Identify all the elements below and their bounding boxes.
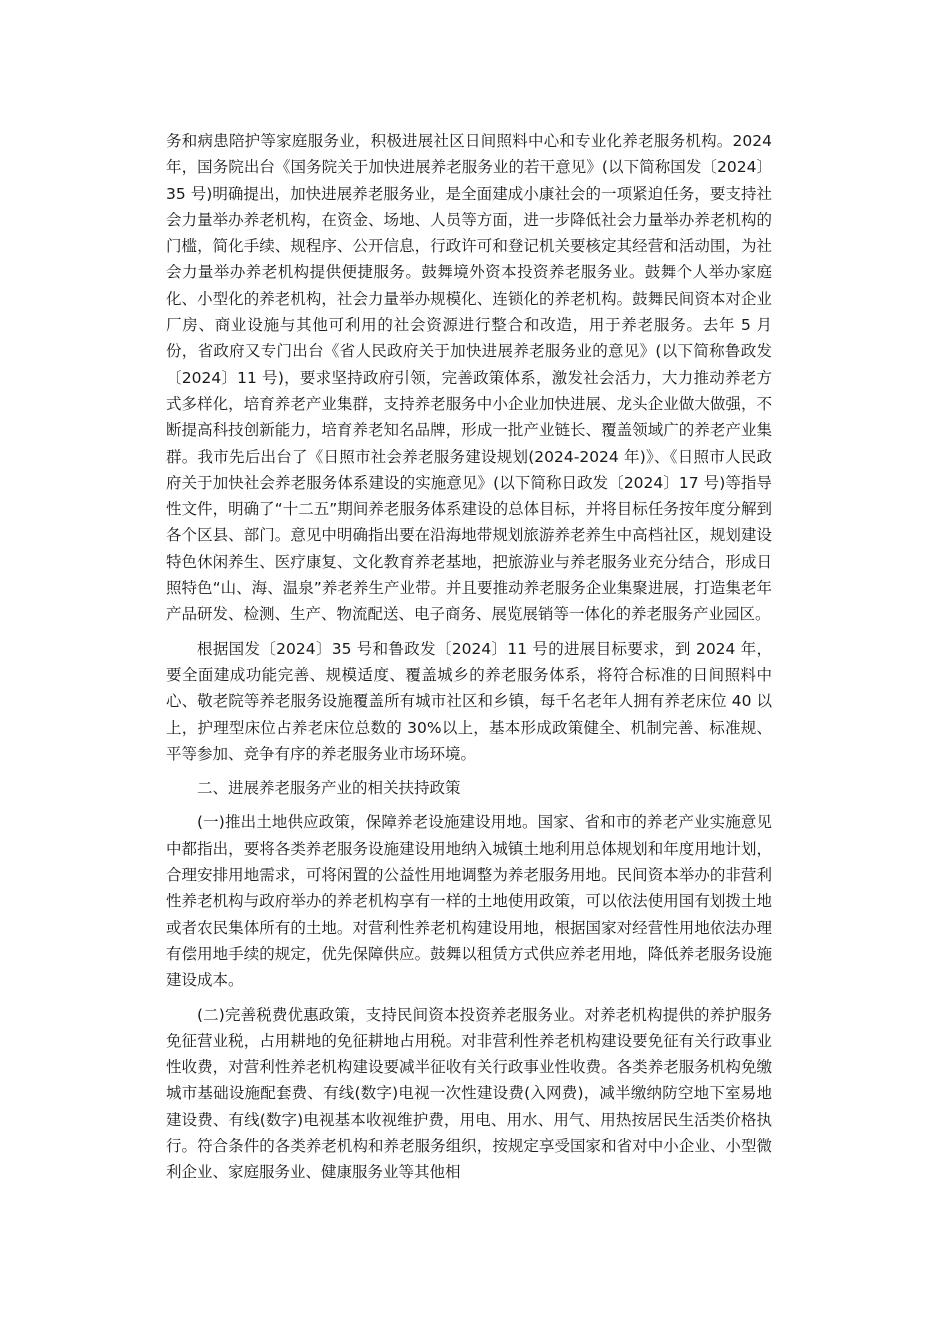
paragraph-land-supply-policy: (一)推出土地供应政策，保障养老设施建设用地。国家、省和市的养老产业实施意见中都指出，要将各类养老服务设施建设用地纳入城镇土地利用总体规划和年度用地计划，合理安排用地需求，可将闲置的公益性用地调整为养老服务用地。民间资本举办的非营利性养老机构与政府举办的养老机构享有一样的土地使用政策，可以依法使用国有划拨土地或者农民集体所有的土地。对营利性养老机构建设用地，根据国家对经营性用地依法办理有偿用地手续的规定，优先保障供应。鼓舞以租赁方式供应养老用地，降低养老服务设施建设成本。 [166,813,772,990]
document-body [166,128,772,1194]
paragraph-tax-fee-policy: (二)完善税费优惠政策，支持民间资本投资养老服务业。对养老机构提供的养护服务免征营业税，占用耕地的免征耕地占用税。对非营利性养老机构建设要免征有关行政事业性收费，对营利性养老机构建设要减半征收有关行政事业性收费。各类养老服务机构免缴城市基础设施配套费、有线(数字)电视一次性建设费(入网费)，减半缴纳防空地下室易地建设费、有线(数字)电视基本收视维护费，用电、用水、用气、用热按居民生活类价格执行。符合条件的各类养老机构和养老服务组织，按规定享受国家和省对中小企业、小型微利企业、家庭服务业、健康服务业等其他相 [166,1005,772,1182]
paragraph-development-targets: 根据国发〔2024〕35 号和鲁政发〔2024〕11 号的进展目标要求，到 2024 年，要全面建成功能完善、规模适度、覆盖城乡的养老服务体系，将符合标准的日间照料中心、敬老院等养老服务设施覆盖所有城市社区和乡镇，每千名老年人拥有养老床位 40 以上，护理型床位占养老床位总数的 30%以上，基本形成政策健全、机制完善、标准规、平等参加、竞争有序的养老服务业市场环境。 [166,639,772,763]
section-heading-support-policies: 二、进展养老服务产业的相关扶持政策 [197,779,461,798]
paragraph-policy-background: 务和病患陪护等家庭服务业，积极进展社区日间照料中心和专业化养老服务机构。2024 年，国务院出台《国务院关于加快进展养老服务业的若干意见》(以下简称国发〔2024〕35 号)明确提出，加快进展养老服务业，是全面建成小康社会的一项紧迫任务，要支持社会力量举办养老机构，在资金、场地、人员等方面，进一步降低社会力量举办养老机构的门槛，简化手续、规程序、公开信息，行政许可和登记机关要核定其经营和活动围，为社会力量举办养老机构提供便捷服务。鼓舞境外资本投资养老服务业。鼓舞个人举办家庭化、小型化的养老机构，社会力量举办规模化、连锁化的养老机构。鼓舞民间资本对企业厂房、商业设施与其他可利用的社会资源进行整合和改造，用于养老服务。去年 5 月份，省政府又专门出台《省人民政府关于加快进展养老服务业的意见》(以下简称鲁政发〔2024〕11 号)，要求坚持政府引领，完善政策体系，激发社会活力，大力推动养老方式多样化，培育养老产业集群，支持养老服务中小企业加快进展、龙头企业做大做强，不断提高科技创新能力，培育养老知名品牌，形成一批产业链长、覆盖领域广的养老产业集群。我市先后出台了《日照市社会养老服务建设规划(2024-2024 年)》、《日照市人民政府关于加快社会养老服务体系建设的实施意见》(以下简称日政发〔2024〕17 号)等指导性文件，明确了“十二五”期间养老服务体系建设的总体目标，并将目标任务按年度分解到各个区县、部门。意见中明确指出要在沿海地带规划旅游养老养生中高档社区，规划建设特色休闲养生、医疗康复、文化教育养老基地，把旅游业与养老服务业充分结合，形成日照特色“山、海、温泉”养老养生产业带。并且要推动养老服务企业集聚进展，打造集老年产品研发、检测、生产、物流配送、电子商务、展览展销等一体化的养老服务产业园区。 [166,132,772,624]
